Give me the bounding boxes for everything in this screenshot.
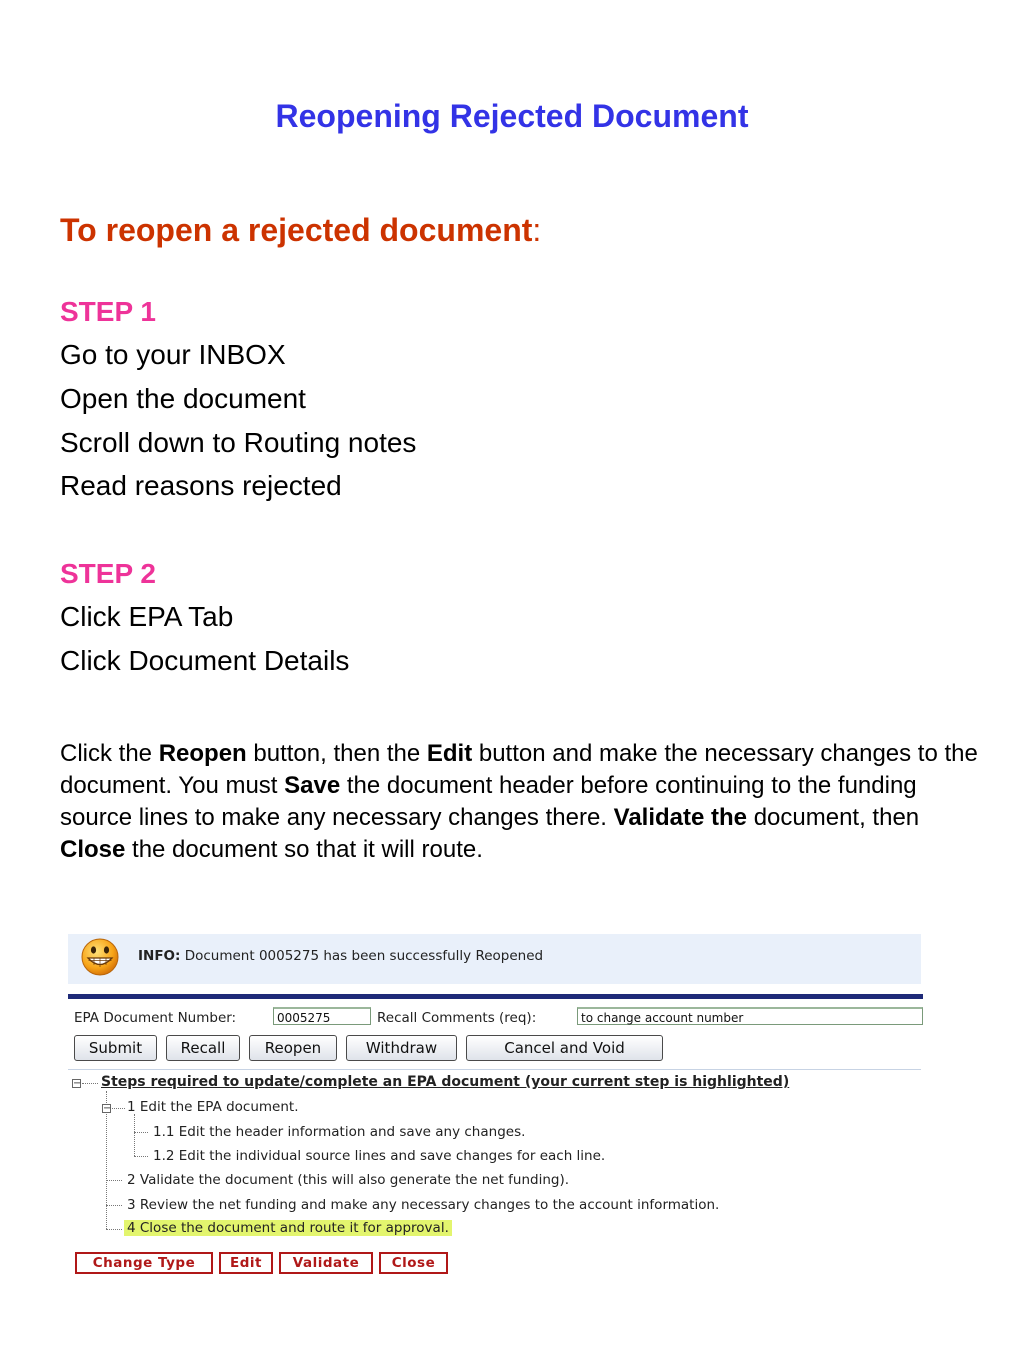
steps-tree bbox=[68, 1074, 923, 1244]
tree-connector bbox=[106, 1229, 122, 1230]
para-text: button and make the necessary changes to the document. You must bbox=[60, 740, 978, 799]
para-text: the document so that it will route. bbox=[125, 836, 483, 863]
tree-connector bbox=[82, 1083, 98, 1084]
step1-line: Scroll down to Routing notes bbox=[60, 427, 417, 458]
tree-item: 1.2 Edit the individual source lines and save changes for each line. bbox=[153, 1148, 606, 1164]
tree-connector bbox=[106, 1180, 122, 1181]
cancel-and-void-button[interactable]: Cancel and Void bbox=[466, 1035, 663, 1061]
tree-item: 3 Review the net funding and make any necessary changes to the account information. bbox=[127, 1197, 720, 1213]
steps-header: Steps required to update/complete an EPA document (your current step is highlighted) bbox=[101, 1074, 790, 1090]
step1-heading: STEP 1 bbox=[60, 296, 156, 327]
change-type-button[interactable]: Change Type bbox=[75, 1252, 213, 1274]
doc-number-input[interactable]: 0005275 bbox=[273, 1007, 371, 1025]
validate-button[interactable]: Validate bbox=[279, 1252, 373, 1274]
page-title: Reopening Rejected Document bbox=[275, 98, 749, 134]
withdraw-button[interactable]: Withdraw bbox=[346, 1035, 457, 1061]
tree-connector bbox=[134, 1132, 148, 1133]
para-bold-close: Close bbox=[60, 836, 126, 863]
recall-comments-label: Recall Comments (req): bbox=[377, 1010, 537, 1026]
recall-comments-input[interactable]: to change account number bbox=[577, 1007, 923, 1025]
tree-item: 1 Edit the EPA document. bbox=[127, 1099, 299, 1115]
tree-item: 2 Validate the document (this will also generate the net funding). bbox=[127, 1172, 570, 1188]
section-heading bbox=[60, 212, 541, 249]
para-bold-reopen: Reopen bbox=[158, 740, 247, 767]
collapse-icon[interactable]: − bbox=[73, 1078, 82, 1089]
step2-line: Click EPA Tab bbox=[60, 601, 234, 632]
para-bold-validate: Validate the bbox=[613, 804, 748, 831]
step1-line: Read reasons rejected bbox=[60, 470, 342, 501]
close-button[interactable]: Close bbox=[379, 1252, 448, 1274]
para-text: button, then the bbox=[246, 740, 427, 767]
info-prefix: INFO: bbox=[138, 948, 181, 964]
para-text: document, then bbox=[747, 804, 920, 831]
info-message bbox=[138, 948, 543, 964]
para-text: the document header before continuing to the funding source lines to make any necessary changes there. bbox=[60, 772, 917, 831]
para-text: Click the bbox=[60, 740, 159, 767]
para-bold-save: Save bbox=[284, 772, 341, 799]
step1-line: Open the document bbox=[60, 383, 306, 414]
step2-line: Click Document Details bbox=[60, 645, 350, 676]
tree-item: 1.1 Edit the header information and save any changes. bbox=[153, 1124, 526, 1140]
instructions-paragraph bbox=[60, 738, 980, 866]
tree-connector bbox=[134, 1156, 148, 1157]
tree-connector bbox=[106, 1205, 122, 1206]
step2-heading: STEP 2 bbox=[60, 558, 156, 589]
collapse-icon[interactable]: − bbox=[103, 1103, 112, 1114]
info-bar bbox=[68, 934, 921, 984]
embedded-screenshot bbox=[68, 930, 923, 1280]
tree-connector bbox=[112, 1108, 125, 1109]
step1-line: Go to your INBOX bbox=[60, 339, 286, 370]
tree-item-current: 4 Close the document and route it for approval. bbox=[124, 1220, 452, 1236]
subtitle-colon: : bbox=[532, 212, 542, 248]
para-bold-edit: Edit bbox=[426, 740, 473, 767]
recall-button[interactable]: Recall bbox=[166, 1035, 240, 1061]
submit-button[interactable]: Submit bbox=[74, 1035, 157, 1061]
edit-button[interactable]: Edit bbox=[219, 1252, 273, 1274]
info-text: Document 0005275 has been successfully Reopened bbox=[180, 948, 544, 964]
subtitle-text: To reopen a rejected document bbox=[60, 212, 533, 248]
doc-number-label: EPA Document Number: bbox=[74, 1010, 237, 1026]
tree-connector bbox=[134, 1114, 135, 1156]
smiley-icon bbox=[80, 937, 120, 977]
reopen-button[interactable]: Reopen bbox=[249, 1035, 337, 1061]
